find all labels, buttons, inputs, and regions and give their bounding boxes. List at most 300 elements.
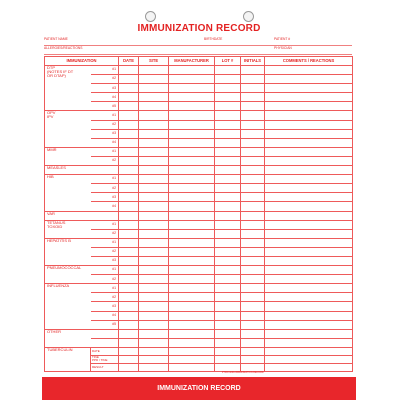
entry-cell[interactable] (265, 311, 353, 320)
entry-cell[interactable] (139, 175, 169, 184)
table-row (45, 129, 353, 138)
entry-cell[interactable] (139, 84, 169, 93)
entry-cell[interactable] (241, 311, 265, 320)
entry-cell[interactable] (215, 111, 241, 120)
entry-cell[interactable] (169, 329, 215, 338)
entry-cell[interactable] (169, 320, 215, 329)
entry-cell[interactable] (265, 84, 353, 93)
immunization-table (44, 56, 353, 372)
header-manufacturer: MANUFACTURER (169, 57, 215, 66)
table-row (45, 184, 353, 193)
entry-cell[interactable] (215, 84, 241, 93)
entry-cell[interactable] (139, 275, 169, 284)
entry-cell[interactable] (215, 138, 241, 147)
dose-number: #4 (91, 138, 119, 147)
entry-cell[interactable] (265, 111, 353, 120)
entry-cell[interactable] (119, 311, 139, 320)
vaccine-label: HIB (45, 175, 91, 211)
table-row (45, 284, 353, 293)
dose-number: #5 (91, 320, 119, 329)
table-row (45, 311, 353, 320)
entry-cell[interactable] (139, 93, 169, 102)
entry-cell[interactable] (265, 238, 353, 247)
footer-banner: IMMUNIZATION RECORD (42, 377, 356, 400)
entry-cell[interactable] (265, 66, 353, 75)
entry-cell[interactable] (241, 102, 265, 111)
entry-cell[interactable] (119, 238, 139, 247)
entry-cell[interactable] (169, 147, 215, 156)
entry-cell[interactable] (265, 184, 353, 193)
tuberculin-entry-cell[interactable] (169, 347, 215, 355)
entry-cell[interactable] (139, 184, 169, 193)
table-row (45, 102, 353, 111)
dose-number: #3 (91, 256, 119, 265)
entry-cell[interactable] (139, 75, 169, 84)
entry-cell[interactable] (169, 202, 215, 211)
entry-cell[interactable] (139, 302, 169, 311)
entry-cell[interactable] (215, 256, 241, 265)
dose-number: #2 (91, 75, 119, 84)
dose-number (91, 166, 119, 175)
tuberculin-row (45, 363, 353, 371)
entry-cell[interactable] (169, 211, 215, 220)
entry-cell[interactable] (119, 266, 139, 275)
dose-number: #1 (91, 175, 119, 184)
entry-cell[interactable] (169, 166, 215, 175)
entry-cell[interactable] (265, 293, 353, 302)
dose-number: #2 (91, 184, 119, 193)
allergies-label: ALLERGIES/REACTIONS (44, 46, 83, 50)
entry-cell[interactable] (139, 220, 169, 229)
entry-cell[interactable] (215, 120, 241, 129)
entry-cell[interactable] (215, 247, 241, 256)
entry-cell[interactable] (119, 293, 139, 302)
tuberculin-entry-cell[interactable] (169, 355, 215, 363)
entry-cell[interactable] (265, 175, 353, 184)
dose-number: #3 (91, 129, 119, 138)
entry-cell[interactable] (265, 156, 353, 165)
entry-cell[interactable] (139, 166, 169, 175)
entry-cell[interactable] (169, 102, 215, 111)
entry-cell[interactable] (215, 293, 241, 302)
entry-cell[interactable] (265, 275, 353, 284)
table-row (45, 275, 353, 284)
tuberculin-entry-cell[interactable] (215, 347, 241, 355)
table-row (45, 193, 353, 202)
entry-cell[interactable] (265, 338, 353, 347)
table-row (45, 111, 353, 120)
entry-cell[interactable] (241, 93, 265, 102)
entry-cell[interactable] (215, 75, 241, 84)
entry-cell[interactable] (119, 320, 139, 329)
entry-cell[interactable] (139, 247, 169, 256)
table-row (45, 211, 353, 220)
record-sheet (42, 0, 356, 400)
tuberculin-label: TUBERCULIN (45, 347, 91, 371)
entry-cell[interactable] (215, 66, 241, 75)
tuberculin-sublabel: DATE (91, 347, 119, 355)
entry-cell[interactable] (241, 202, 265, 211)
binder-hole-left (145, 11, 156, 22)
entry-cell[interactable] (119, 93, 139, 102)
entry-cell[interactable] (265, 229, 353, 238)
entry-cell[interactable] (241, 147, 265, 156)
entry-cell[interactable] (265, 147, 353, 156)
entry-cell[interactable] (139, 66, 169, 75)
entry-cell[interactable] (215, 202, 241, 211)
entry-cell[interactable] (119, 175, 139, 184)
entry-cell[interactable] (265, 320, 353, 329)
entry-cell[interactable] (169, 93, 215, 102)
allergies-info-line (44, 46, 352, 55)
patient-number-label: PATIENT # (274, 37, 291, 41)
table-row (45, 120, 353, 129)
entry-cell[interactable] (169, 275, 215, 284)
table-row (45, 84, 353, 93)
entry-cell[interactable] (241, 75, 265, 84)
entry-cell[interactable] (241, 238, 265, 247)
entry-cell[interactable] (241, 84, 265, 93)
entry-cell[interactable] (139, 156, 169, 165)
entry-cell[interactable] (215, 275, 241, 284)
entry-cell[interactable] (139, 238, 169, 247)
table-row (45, 147, 353, 156)
entry-cell[interactable] (139, 211, 169, 220)
entry-cell[interactable] (119, 193, 139, 202)
dose-number: #3 (91, 193, 119, 202)
entry-cell[interactable] (119, 211, 139, 220)
dose-number (91, 329, 119, 338)
dose-number: #4 (91, 311, 119, 320)
entry-cell[interactable] (119, 247, 139, 256)
entry-cell[interactable] (139, 311, 169, 320)
entry-cell[interactable] (265, 220, 353, 229)
entry-cell[interactable] (169, 311, 215, 320)
dose-number: #3 (91, 302, 119, 311)
table-row (45, 202, 353, 211)
entry-cell[interactable] (139, 138, 169, 147)
entry-cell[interactable] (119, 156, 139, 165)
entry-cell[interactable] (139, 229, 169, 238)
dose-number: #1 (91, 238, 119, 247)
entry-cell[interactable] (169, 175, 215, 184)
entry-cell[interactable] (119, 147, 139, 156)
vaccine-label: VAR (45, 211, 91, 220)
tuberculin-entry-cell[interactable] (139, 363, 169, 371)
header-immunization: IMMUNIZATION (45, 57, 119, 66)
tuberculin-entry-cell[interactable] (215, 355, 241, 363)
entry-cell[interactable] (139, 111, 169, 120)
entry-cell[interactable] (241, 338, 265, 347)
header-date: DATE (119, 57, 139, 66)
entry-cell[interactable] (215, 284, 241, 293)
entry-cell[interactable] (119, 84, 139, 93)
entry-cell[interactable] (169, 293, 215, 302)
dose-number: #2 (91, 120, 119, 129)
entry-cell[interactable] (169, 238, 215, 247)
entry-cell[interactable] (169, 156, 215, 165)
dose-number: #2 (91, 247, 119, 256)
entry-cell[interactable] (169, 66, 215, 75)
entry-cell[interactable] (169, 220, 215, 229)
tuberculin-entry-cell[interactable] (119, 355, 139, 363)
entry-cell[interactable] (265, 247, 353, 256)
dose-number: #1 (91, 147, 119, 156)
dose-number: #2 (91, 229, 119, 238)
entry-cell[interactable] (139, 256, 169, 265)
entry-cell[interactable] (169, 302, 215, 311)
dose-number: #2 (91, 293, 119, 302)
entry-cell[interactable] (265, 211, 353, 220)
entry-cell[interactable] (215, 156, 241, 165)
table-row (45, 220, 353, 229)
entry-cell[interactable] (215, 129, 241, 138)
entry-cell[interactable] (119, 220, 139, 229)
entry-cell[interactable] (265, 329, 353, 338)
entry-cell[interactable] (119, 284, 139, 293)
entry-cell[interactable] (265, 75, 353, 84)
entry-cell[interactable] (215, 320, 241, 329)
tuberculin-entry-cell[interactable] (241, 355, 265, 363)
entry-cell[interactable] (139, 329, 169, 338)
entry-cell[interactable] (119, 275, 139, 284)
dose-number: #4 (91, 93, 119, 102)
entry-cell[interactable] (215, 211, 241, 220)
dose-number: #1 (91, 284, 119, 293)
entry-cell[interactable] (215, 184, 241, 193)
entry-cell[interactable] (241, 211, 265, 220)
table-row (45, 338, 353, 347)
entry-cell[interactable] (241, 293, 265, 302)
entry-cell[interactable] (241, 111, 265, 120)
vaccine-label: OTHER (45, 329, 91, 347)
entry-cell[interactable] (169, 284, 215, 293)
entry-cell[interactable] (169, 338, 215, 347)
entry-cell[interactable] (241, 284, 265, 293)
entry-cell[interactable] (241, 175, 265, 184)
header-lot: LOT # (215, 57, 241, 66)
tuberculin-row (45, 355, 353, 363)
entry-cell[interactable] (215, 220, 241, 229)
entry-cell[interactable] (241, 120, 265, 129)
entry-cell[interactable] (139, 293, 169, 302)
header-initials: INITIALS (241, 57, 265, 66)
entry-cell[interactable] (215, 238, 241, 247)
entry-cell[interactable] (215, 302, 241, 311)
table-row (45, 138, 353, 147)
entry-cell[interactable] (139, 129, 169, 138)
entry-cell[interactable] (119, 202, 139, 211)
entry-cell[interactable] (265, 129, 353, 138)
binder-hole-right (243, 11, 254, 22)
entry-cell[interactable] (241, 166, 265, 175)
vaccine-label: INFLUENZA (45, 284, 91, 329)
tuberculin-entry-cell[interactable] (265, 355, 353, 363)
entry-cell[interactable] (241, 302, 265, 311)
entry-cell[interactable] (241, 266, 265, 275)
entry-cell[interactable] (139, 193, 169, 202)
entry-cell[interactable] (241, 329, 265, 338)
entry-cell[interactable] (119, 256, 139, 265)
tuberculin-entry-cell[interactable] (139, 355, 169, 363)
tuberculin-entry-cell[interactable] (241, 347, 265, 355)
entry-cell[interactable] (215, 193, 241, 202)
patient-info-line (44, 37, 352, 46)
table-row (45, 238, 353, 247)
entry-cell[interactable] (241, 229, 265, 238)
entry-cell[interactable] (119, 111, 139, 120)
vaccine-label: DTP (NOTES IF DT OR DTAP) (45, 66, 91, 111)
entry-cell[interactable] (265, 284, 353, 293)
entry-cell[interactable] (215, 229, 241, 238)
entry-cell[interactable] (169, 111, 215, 120)
entry-cell[interactable] (139, 320, 169, 329)
entry-cell[interactable] (265, 266, 353, 275)
entry-cell[interactable] (169, 138, 215, 147)
entry-cell[interactable] (169, 266, 215, 275)
entry-cell[interactable] (265, 166, 353, 175)
entry-cell[interactable] (265, 93, 353, 102)
table-row (45, 229, 353, 238)
table-row (45, 93, 353, 102)
table-row (45, 166, 353, 175)
entry-cell[interactable] (241, 193, 265, 202)
table-row (45, 247, 353, 256)
entry-cell[interactable] (241, 320, 265, 329)
entry-cell[interactable] (169, 256, 215, 265)
dose-number: #2 (91, 156, 119, 165)
vaccine-label: HEPATITIS B (45, 238, 91, 265)
tuberculin-row (45, 347, 353, 355)
entry-cell[interactable] (215, 329, 241, 338)
entry-cell[interactable] (139, 102, 169, 111)
entry-cell[interactable] (169, 75, 215, 84)
entry-cell[interactable] (241, 275, 265, 284)
patient-name-label: PATIENT NAME (44, 37, 68, 41)
vaccine-label: OPV IPV (45, 111, 91, 147)
dose-number: #1 (91, 220, 119, 229)
entry-cell[interactable] (169, 184, 215, 193)
entry-cell[interactable] (215, 147, 241, 156)
table-row (45, 329, 353, 338)
entry-cell[interactable] (265, 302, 353, 311)
vaccine-label: MMR (45, 147, 91, 165)
table-header-row (45, 57, 353, 66)
header-comments: COMMENTS / REACTIONS (265, 57, 353, 66)
entry-cell[interactable] (139, 202, 169, 211)
table-row (45, 66, 353, 75)
entry-cell[interactable] (169, 229, 215, 238)
entry-cell[interactable] (241, 256, 265, 265)
entry-cell[interactable] (139, 266, 169, 275)
entry-cell[interactable] (265, 102, 353, 111)
entry-cell[interactable] (119, 302, 139, 311)
entry-cell[interactable] (169, 247, 215, 256)
tuberculin-entry-cell[interactable] (265, 347, 353, 355)
table-row (45, 293, 353, 302)
entry-cell[interactable] (119, 129, 139, 138)
entry-cell[interactable] (265, 193, 353, 202)
entry-cell[interactable] (119, 184, 139, 193)
form-fineprint: PTRN 4000-IMMUNIZATION RECORD (222, 371, 264, 374)
entry-cell[interactable] (119, 66, 139, 75)
entry-cell[interactable] (265, 138, 353, 147)
entry-cell[interactable] (215, 93, 241, 102)
dose-number: #4 (91, 202, 119, 211)
entry-cell[interactable] (119, 138, 139, 147)
entry-cell[interactable] (215, 175, 241, 184)
physician-label: PHYSICIAN (274, 46, 292, 50)
dose-number (91, 211, 119, 220)
entry-cell[interactable] (265, 120, 353, 129)
entry-cell[interactable] (265, 202, 353, 211)
table-row (45, 75, 353, 84)
dose-number: #5 (91, 102, 119, 111)
tuberculin-entry-cell[interactable] (119, 347, 139, 355)
entry-cell[interactable] (139, 284, 169, 293)
entry-cell[interactable] (241, 138, 265, 147)
tuberculin-entry-cell[interactable] (139, 347, 169, 355)
entry-cell[interactable] (169, 120, 215, 129)
entry-cell[interactable] (139, 120, 169, 129)
dose-number: #1 (91, 266, 119, 275)
entry-cell[interactable] (169, 193, 215, 202)
tuberculin-entry-cell[interactable] (265, 363, 353, 371)
dose-number: #1 (91, 66, 119, 75)
entry-cell[interactable] (241, 220, 265, 229)
entry-cell[interactable] (265, 256, 353, 265)
entry-cell[interactable] (169, 129, 215, 138)
entry-cell[interactable] (215, 266, 241, 275)
dose-number (91, 338, 119, 347)
table-row (45, 156, 353, 165)
entry-cell[interactable] (215, 311, 241, 320)
entry-cell[interactable] (169, 84, 215, 93)
entry-cell[interactable] (241, 129, 265, 138)
entry-cell[interactable] (241, 66, 265, 75)
header-site: SITE (139, 57, 169, 66)
dose-number: #2 (91, 275, 119, 284)
entry-cell[interactable] (215, 166, 241, 175)
entry-cell[interactable] (119, 166, 139, 175)
entry-cell[interactable] (119, 338, 139, 347)
tuberculin-sublabel: TINE PPD / TINE (91, 355, 119, 363)
entry-cell[interactable] (119, 229, 139, 238)
entry-cell[interactable] (119, 329, 139, 338)
vaccine-label: MEASLES (45, 166, 91, 175)
table-row (45, 266, 353, 275)
vaccine-label: TETANUS TOXOID (45, 220, 91, 238)
table-row (45, 175, 353, 184)
entry-cell[interactable] (119, 120, 139, 129)
table-row (45, 302, 353, 311)
entry-cell[interactable] (119, 102, 139, 111)
entry-cell[interactable] (139, 338, 169, 347)
entry-cell[interactable] (215, 338, 241, 347)
tuberculin-entry-cell[interactable] (119, 363, 139, 371)
tuberculin-sublabel: RESULT (91, 363, 119, 371)
dose-number: #1 (91, 111, 119, 120)
entry-cell[interactable] (241, 184, 265, 193)
entry-cell[interactable] (241, 247, 265, 256)
tuberculin-entry-cell[interactable] (169, 363, 215, 371)
page-title: IMMUNIZATION RECORD (137, 23, 261, 34)
table-row (45, 320, 353, 329)
entry-cell[interactable] (241, 156, 265, 165)
entry-cell[interactable] (215, 102, 241, 111)
entry-cell[interactable] (119, 75, 139, 84)
entry-cell[interactable] (139, 147, 169, 156)
